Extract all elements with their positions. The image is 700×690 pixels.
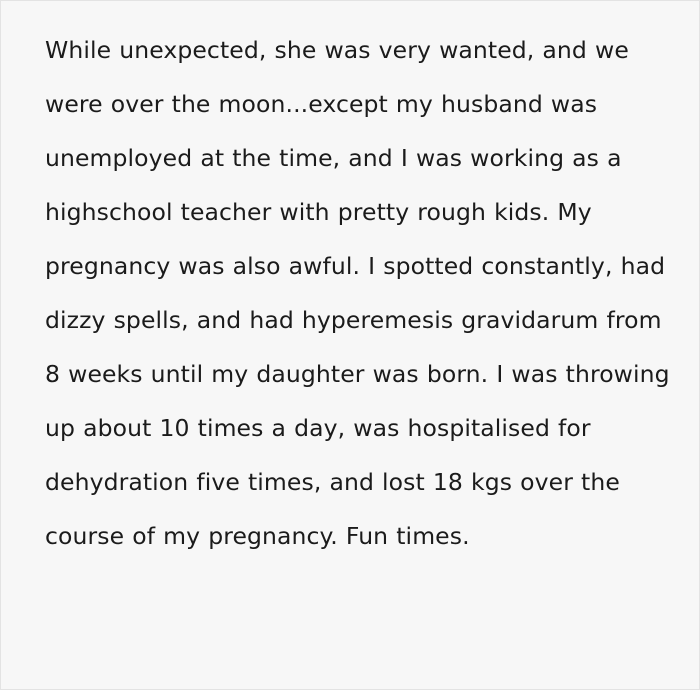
story-paragraph: While unexpected, she was very wanted, and we were over the moon...except my husband was unemployed at the time, and I was working as a highschool teacher with pretty rough kids. My pregnancy was also awful. I spotted constantly, had dizzy spells, and had hyperemesis gravidarum from 8 weeks until my daughter was born. I was throwing up about 10 times a day, was hospitalised for dehydration five times, and lost 18 kgs over the course of my pregnancy. Fun times. <box>45 36 678 550</box>
